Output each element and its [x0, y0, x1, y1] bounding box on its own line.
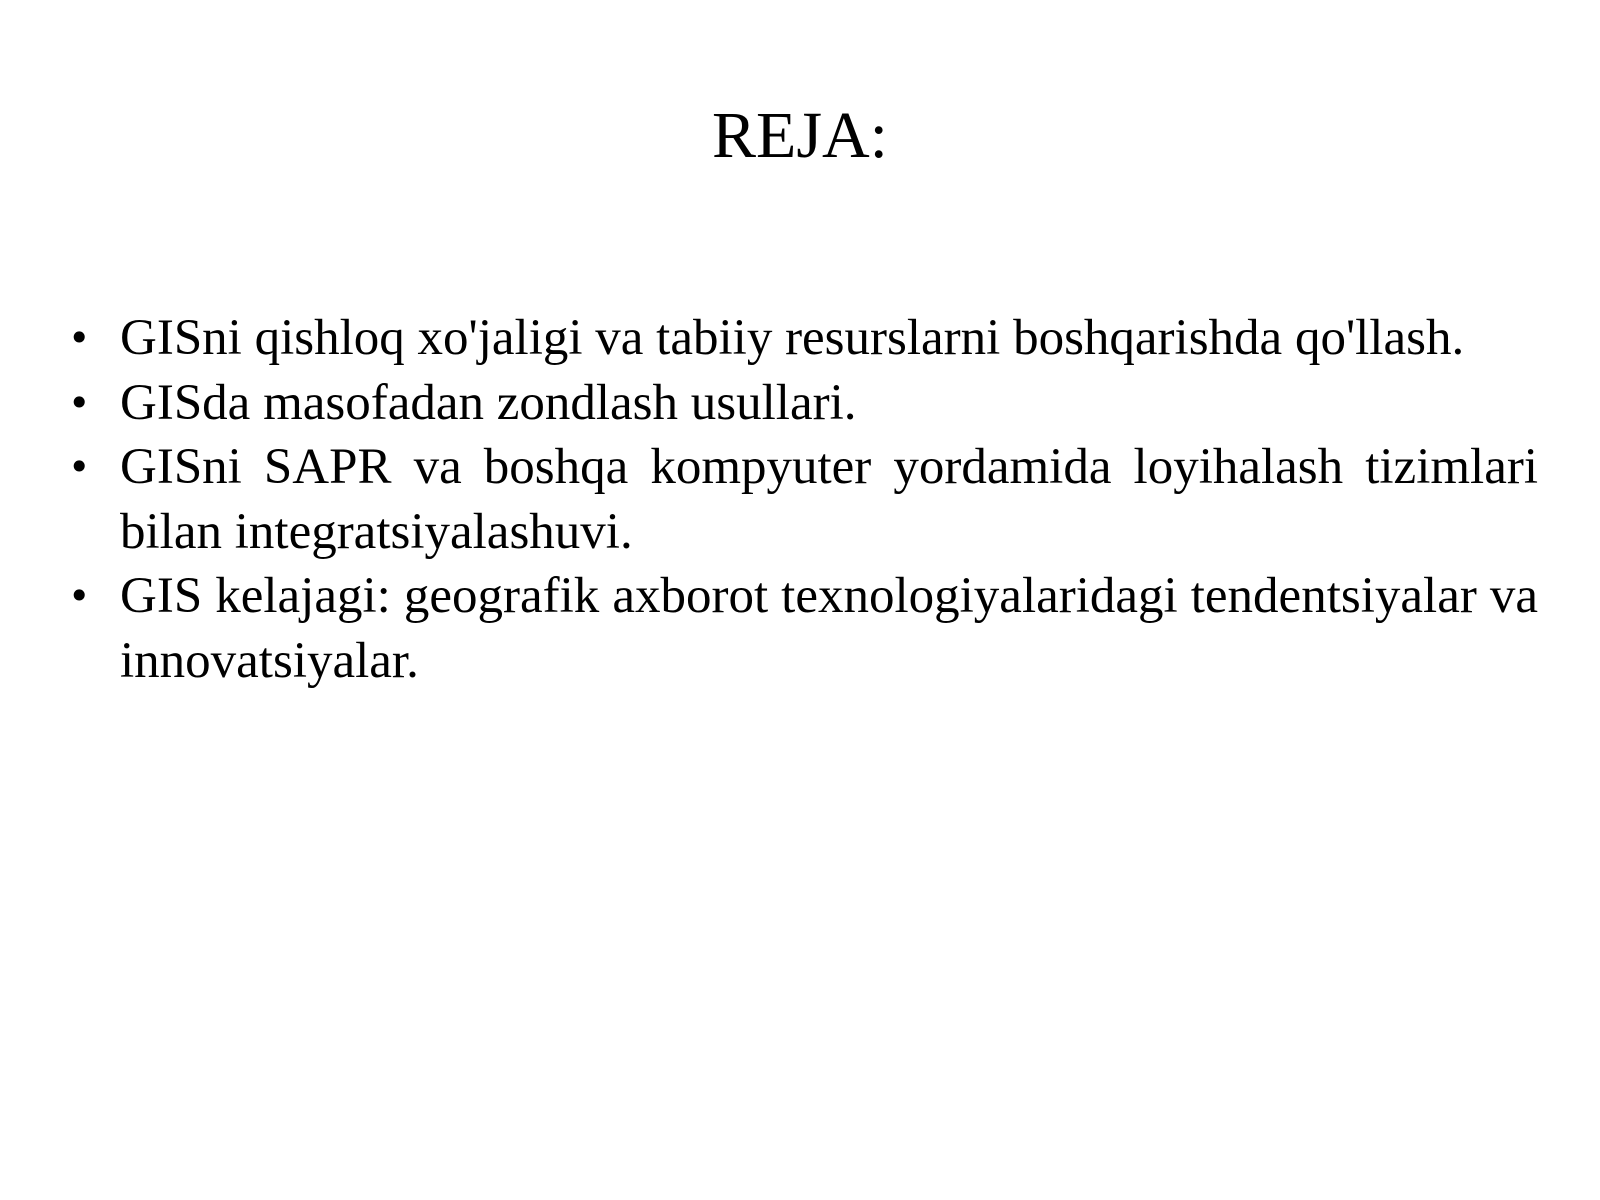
- bullet-icon: •: [68, 574, 91, 618]
- list-item: [68, 306, 1538, 371]
- bullet-icon: •: [68, 445, 91, 489]
- list-item-text: GISda masofadan zondlash usullari.: [120, 374, 857, 431]
- list-item: [68, 564, 1538, 693]
- list-item: [68, 371, 1538, 436]
- slide-title: REJA:: [711, 99, 889, 172]
- bullet-icon: •: [68, 316, 91, 360]
- list-item: [68, 435, 1538, 564]
- bullet-icon: •: [68, 380, 91, 425]
- list-item-text: GISni SAPR va boshqa kompyuter yordamida loyihalash tizimlari bilan integratsiyalashuvi.: [120, 439, 1538, 560]
- list-item-text: GISni qishloq xo'jaligi va tabiiy resurslarni boshqarishda qo'llash.: [120, 310, 1465, 366]
- list-item-text: GIS kelajagi: geografik axborot texnologiyalaridagi tendentsiyalar va innovatsiyalar.: [120, 568, 1538, 689]
- bullet-list: [68, 306, 1538, 693]
